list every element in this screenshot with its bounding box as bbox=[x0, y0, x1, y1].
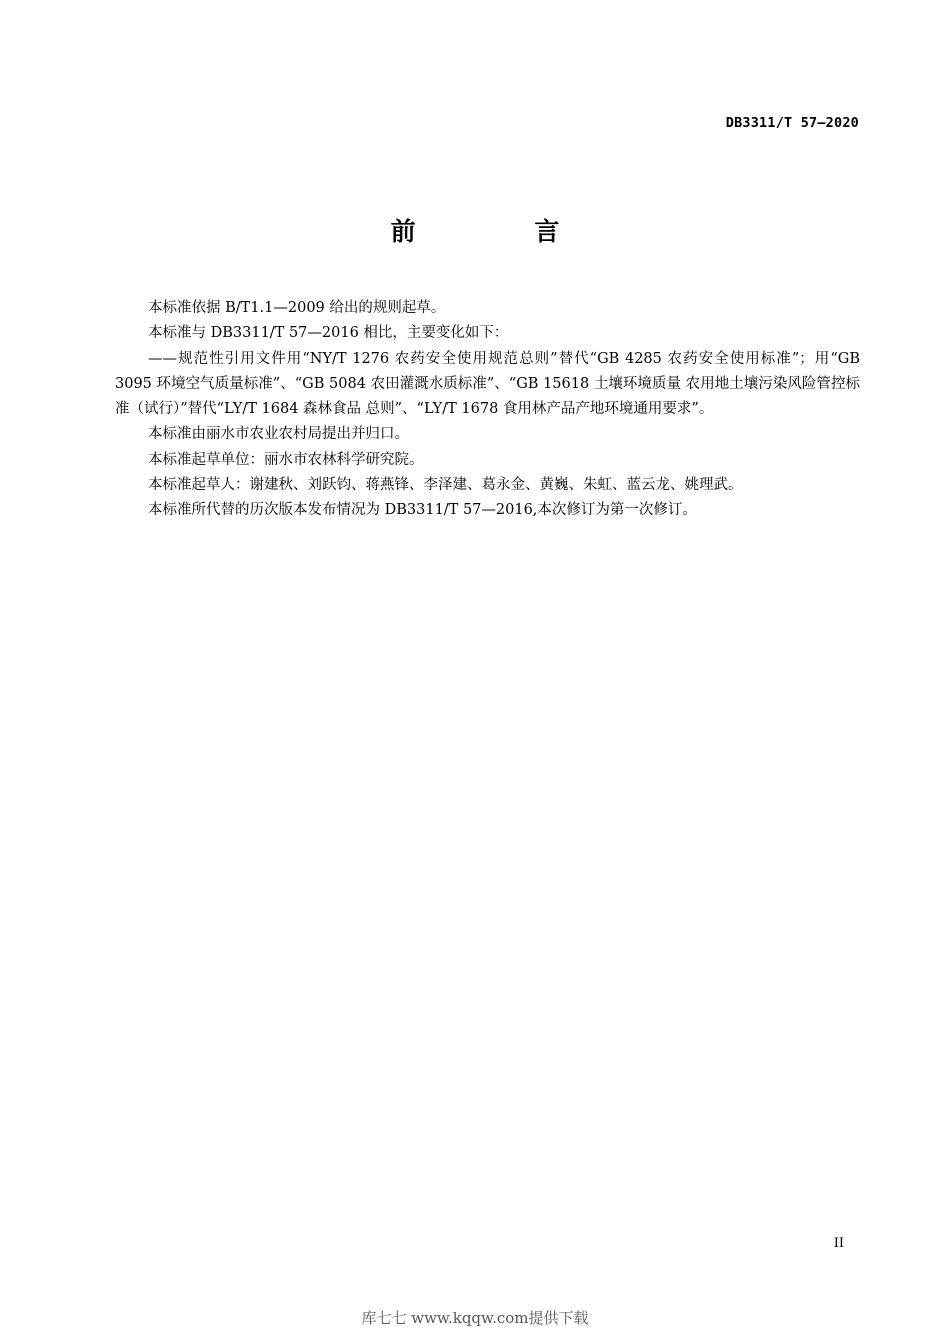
page-number: II bbox=[833, 1236, 844, 1251]
paragraph: 本标准起草人：谢建秋、刘跃钧、蒋燕锋、李泽建、葛永金、黄巍、朱虹、蓝云龙、姚理武。 bbox=[148, 477, 743, 494]
body-text bbox=[115, 296, 860, 524]
paragraph-changes: ——规范性引用文件用“NY/T 1276 农药安全使用规范总则”替代“GB 4285 农药安全使用标准”；用“GB 3095 环境空气质量标准”、“GB 5084 农田灌溉水质标准”、“GB 15618 土壤环境质量 农用地土壤污染风险管控标准（试行）”替代“LY/T 1684 森林食品 总则”、“LY/T 1678 食用林产品产地环境通用要求”。 bbox=[115, 350, 860, 418]
paragraph: 本标准起草单位：丽水市农林科学研究院。 bbox=[148, 451, 424, 468]
paragraph: 本标准由丽水市农业农村局提出并归口。 bbox=[148, 426, 409, 443]
paragraph: 本标准与 DB3311/T 57—2016 相比，主要变化如下： bbox=[148, 325, 509, 342]
document-code: DB3311/T 57—2020 bbox=[725, 115, 859, 131]
footer-watermark: 库七七 www.kqqw.com提供下载 bbox=[361, 1309, 589, 1327]
paragraph: 本标准依据 B/T1.1—2009 给出的规则起草。 bbox=[148, 300, 446, 316]
paragraph: 本标准所代替的历次版本发布情况为 DB3311/T 57—2016,本次修订为第一次修订。 bbox=[148, 502, 697, 519]
page-title: 前 言 bbox=[390, 217, 615, 246]
